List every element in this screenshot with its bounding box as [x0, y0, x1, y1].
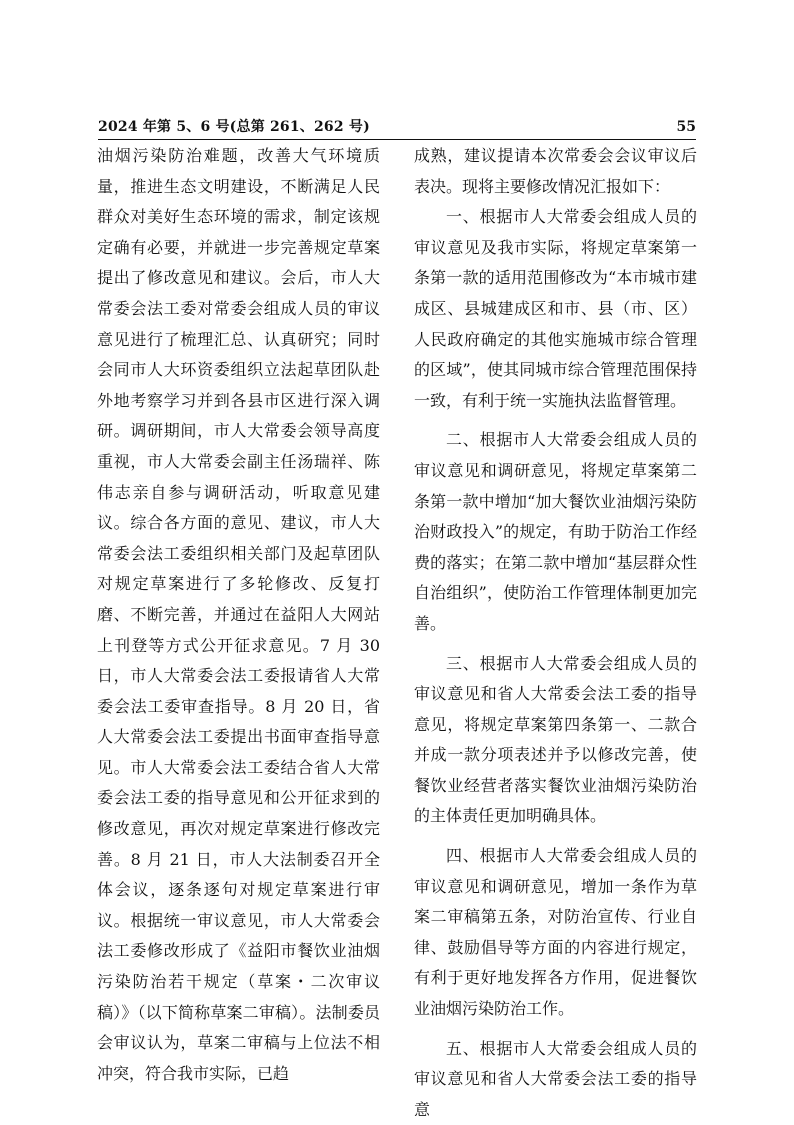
issue-label: 2024 年第 5、6 号(总第 261、262 号) — [98, 119, 370, 135]
body-paragraph: 二、根据市人大常委会组成人员的审议意见和调研意见，将规定草案第二条第一款中增加“加大餐饮业油烟污染防治财政投入”的规定，有助于防治工作经费的落实；在第二款中增加“基层群众性自治组织”，使防治工作管理体制更加完善。 — [414, 430, 697, 633]
left-column — [97, 141, 380, 1089]
body-paragraph: 一、根据市人大常委会组成人员的审议意见及我市实际，将规定草案第一条第一款的适用范围修改为“本市城市建成区、县城建成区和市、县（市、区）人民政府确定的其他实施城市综合管理的区域”，使其同城市综合管理范围保持一致，有利于统一实施执法监督管理。 — [414, 207, 697, 410]
running-header — [98, 117, 696, 140]
body-paragraph: 五、根据市人大常委会组成人员的审议意见和省人大常委会法工委的指导意 — [414, 1038, 697, 1119]
body-paragraph: 三、根据市人大常委会组成人员的审议意见和省人大常委会法工委的指导意见，将规定草案第四条第一、二款合并成一款分项表述并予以修改完善，使餐饮业经营者落实餐饮业油烟污染防治的主体责任更加明确具体。 — [414, 653, 697, 826]
body-paragraph: 成熟，建议提请本次常委会会议审议后表决。现将主要修改情况汇报如下： — [414, 146, 697, 196]
body-paragraph: 四、根据市人大常委会组成人员的审议意见和调研意见，增加一条作为草案二审稿第五条，对防治宣传、行业自律、鼓励倡导等方面的内容进行规定，有利于更好地发挥各方作用，促进餐饮业油烟污染防治工作。 — [414, 846, 697, 1019]
page-number: 55 — [676, 119, 696, 135]
body-paragraph: 油烟污染防治难题，改善大气环境质量，推进生态文明建设，不断满足人民群众对美好生态环境的需求，制定该规定确有必要，并就进一步完善规定草案提出了修改意见和建议。会后，市人大常委会法工委对常委会组成人员的审议意见进行了梳理汇总、认真研究；同时会同市人大环资委组织立法起草团队赴外地考察学习并到各县市区进行深入调研。调研期间，市人大常委会领导高度重视，市人大常委会副主任汤瑞祥、陈伟志亲自参与调研活动，听取意见建议。综合各方面的意见、建议，市人大常委会法工委组织相关部门及起草团队对规定草案进行了多轮修改、反复打磨、不断完善，并通过在益阳人大网站上刊登等方式公开征求意见。7 月 30 日，市人大常委会法工委报请省人大常委会法工委审查指导。8 月 20 日，省人大常委会法工委提出书面审查指导意见。市人大常委会法工委结合省人大常委会法工委的指导意见和公开征求到的修改意见，再次对规定草案进行修改完善。8 月 21 日，市人大法制委召开全体会议，逐条逐句对规定草案进行审议。根据统一审议意见，市人大常委会法工委修改形成了《益阳市餐饮业油烟污染防治若干规定（草案・二次审议稿）》（以下简称草案二审稿）。法制委员会审议认为，草案二审稿与上位法不相冲突，符合我市实际，已趋 — [97, 146, 380, 1083]
right-column — [414, 141, 697, 1125]
